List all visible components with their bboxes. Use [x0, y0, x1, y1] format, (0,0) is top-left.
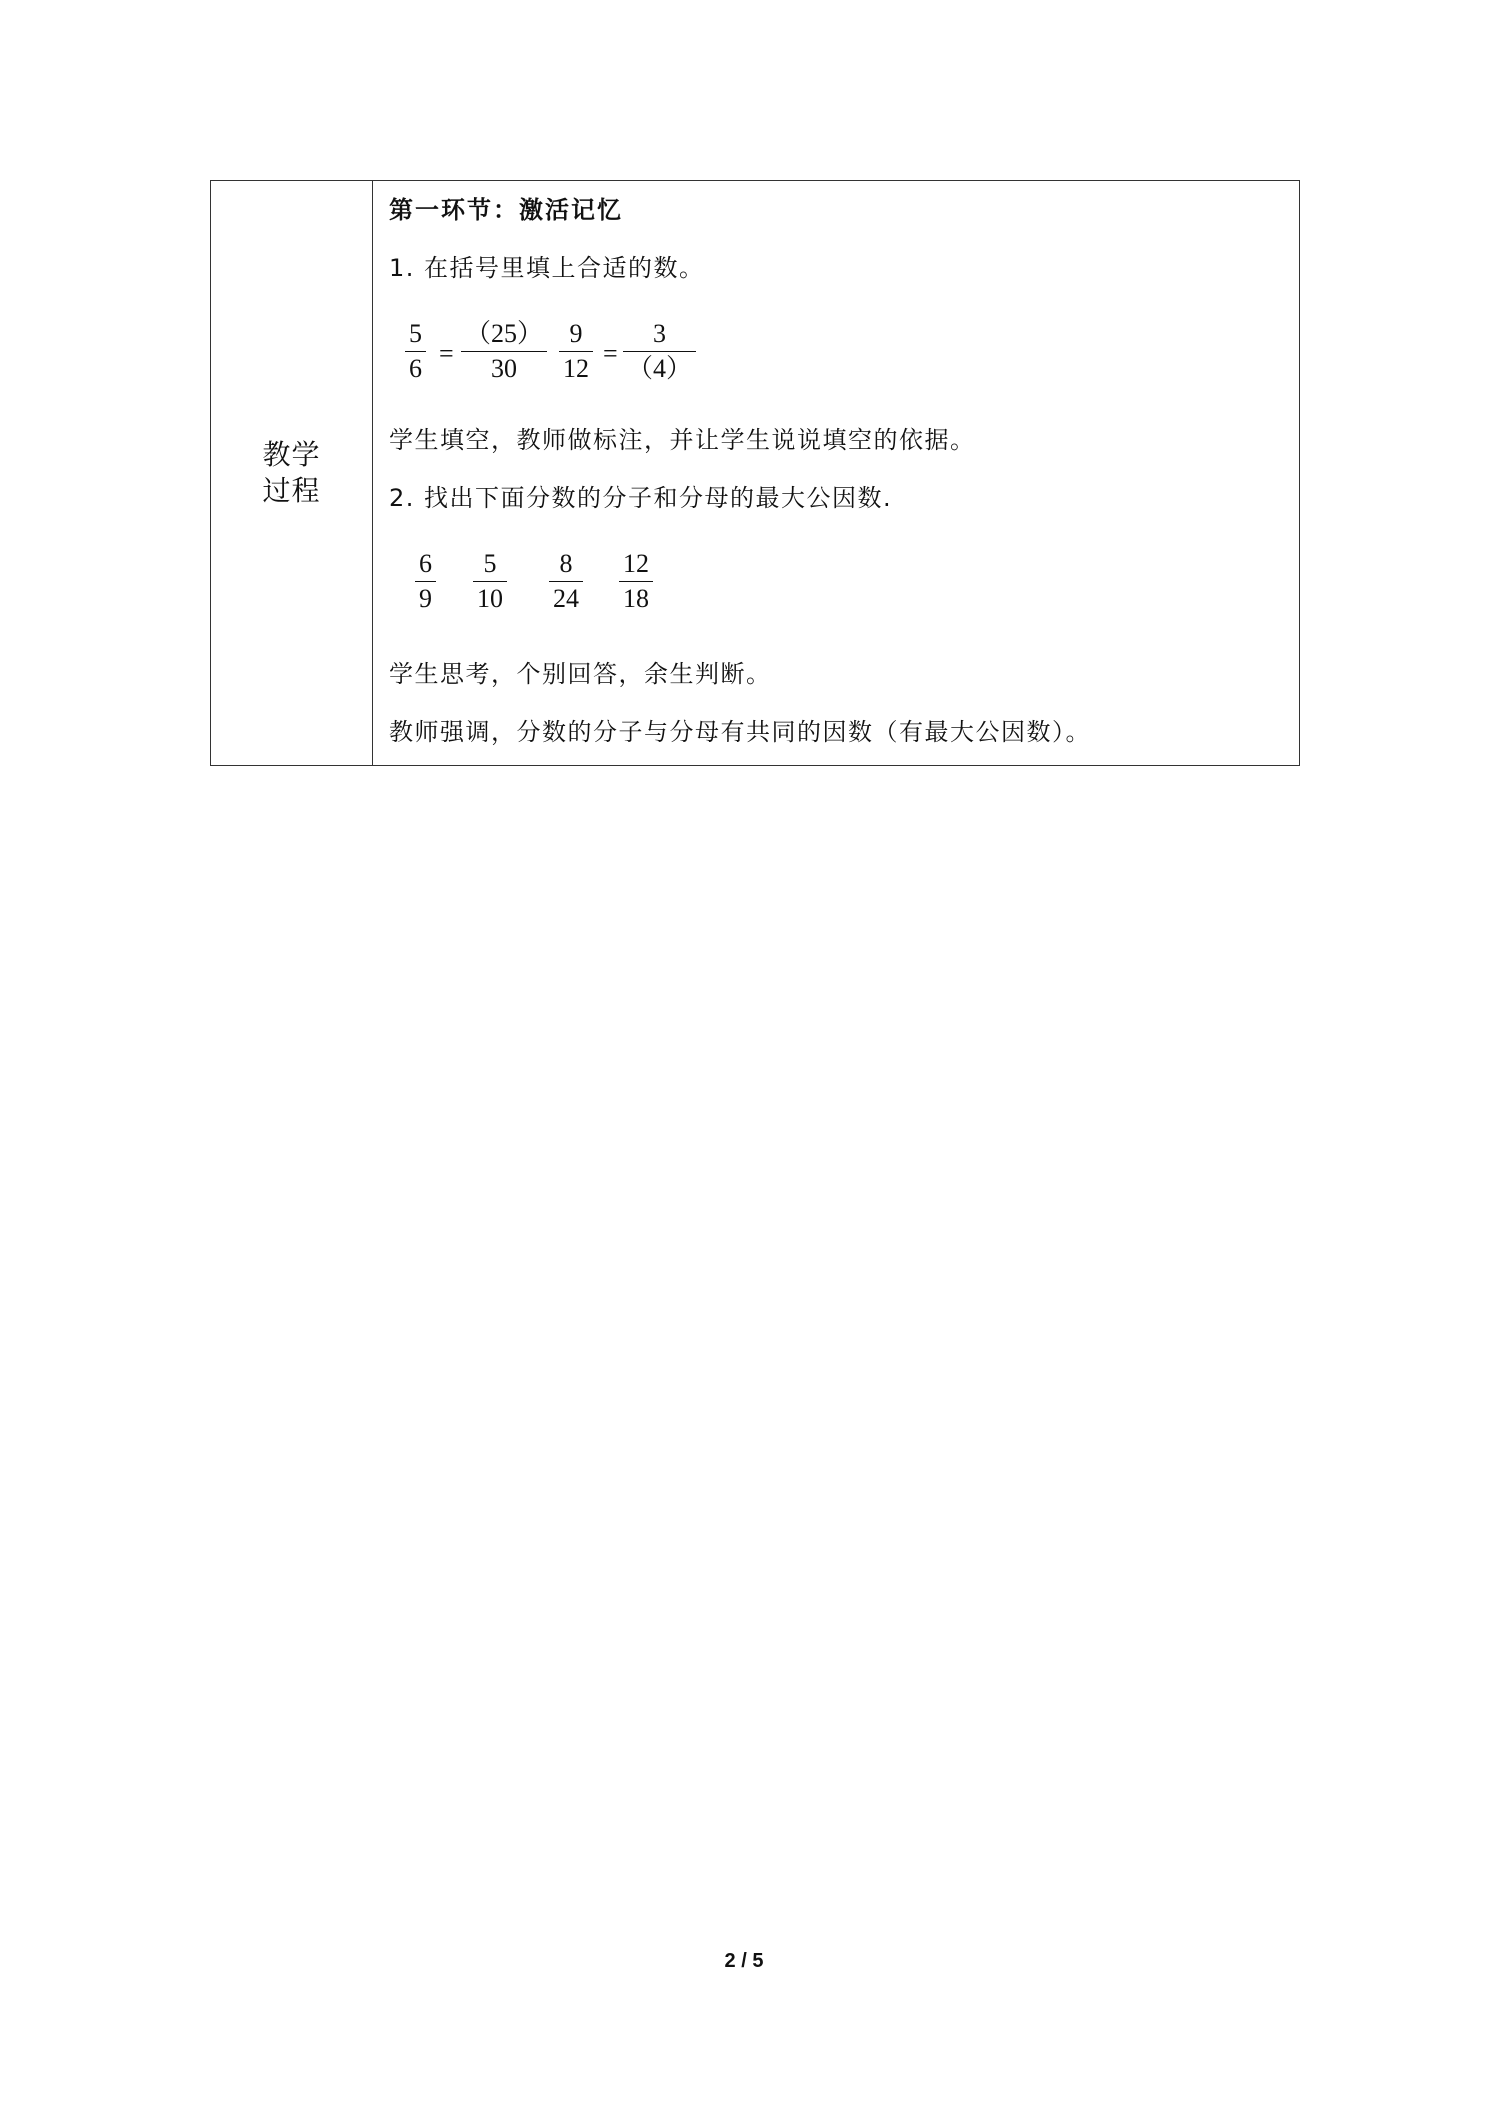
q2-fraction-3-numerator: 8: [559, 549, 573, 578]
question-2-note-1: 学生思考，个别回答，余生判断。: [389, 660, 772, 688]
q2-fraction-2-numerator: 5: [483, 549, 497, 578]
lesson-table: [210, 180, 1300, 766]
q1-fraction-d-denominator: （4）: [627, 354, 693, 383]
row-label-cell: [211, 181, 373, 765]
content-cell: [373, 181, 1299, 765]
q1-equals-sign-2: =: [603, 339, 618, 368]
q2-fraction-3-denominator: 24: [553, 584, 579, 613]
question-1-text: 1. 在括号里填上合适的数。: [389, 254, 705, 282]
q2-fraction-4: [619, 547, 653, 616]
q2-fraction-2-denominator: 10: [477, 584, 503, 613]
q1-fraction-d-numerator: 3: [653, 319, 666, 348]
q1-fraction-b-numerator: （25）: [465, 319, 544, 348]
q2-fraction-2: [473, 547, 507, 616]
row-label: 教学过程: [262, 438, 321, 507]
q1-fraction-a: [405, 317, 426, 386]
question-1-note: 学生填空，教师做标注，并让学生说说填空的依据。: [389, 426, 976, 454]
q1-fraction-c: [559, 317, 593, 386]
q1-fraction-d: [623, 317, 696, 386]
q1-fraction-b-denominator: 30: [491, 354, 517, 383]
q1-fraction-b: [461, 317, 547, 386]
q1-fraction-a-numerator: 5: [409, 319, 422, 348]
q2-fraction-4-numerator: 12: [623, 549, 649, 578]
q2-fraction-1-denominator: 9: [419, 584, 432, 613]
question-2-note-2: 教师强调，分数的分子与分母有共同的因数（有最大公因数）。: [389, 718, 1091, 746]
q1-fraction-c-numerator: 9: [569, 319, 583, 348]
q1-equals-sign-1: =: [439, 339, 454, 368]
section-heading: 第一环节：激活记忆: [389, 196, 623, 224]
page-number: 2 / 5: [724, 1950, 764, 1972]
q2-fraction-4-denominator: 18: [623, 584, 649, 613]
q2-fraction-1: [415, 547, 436, 616]
q1-fraction-a-denominator: 6: [409, 354, 422, 383]
q2-fraction-1-numerator: 6: [419, 549, 432, 578]
q1-fraction-c-denominator: 12: [563, 354, 589, 383]
question-2-text: 2. 找出下面分数的分子和分母的最大公因数.: [389, 484, 893, 512]
q2-fraction-3: [549, 547, 583, 616]
